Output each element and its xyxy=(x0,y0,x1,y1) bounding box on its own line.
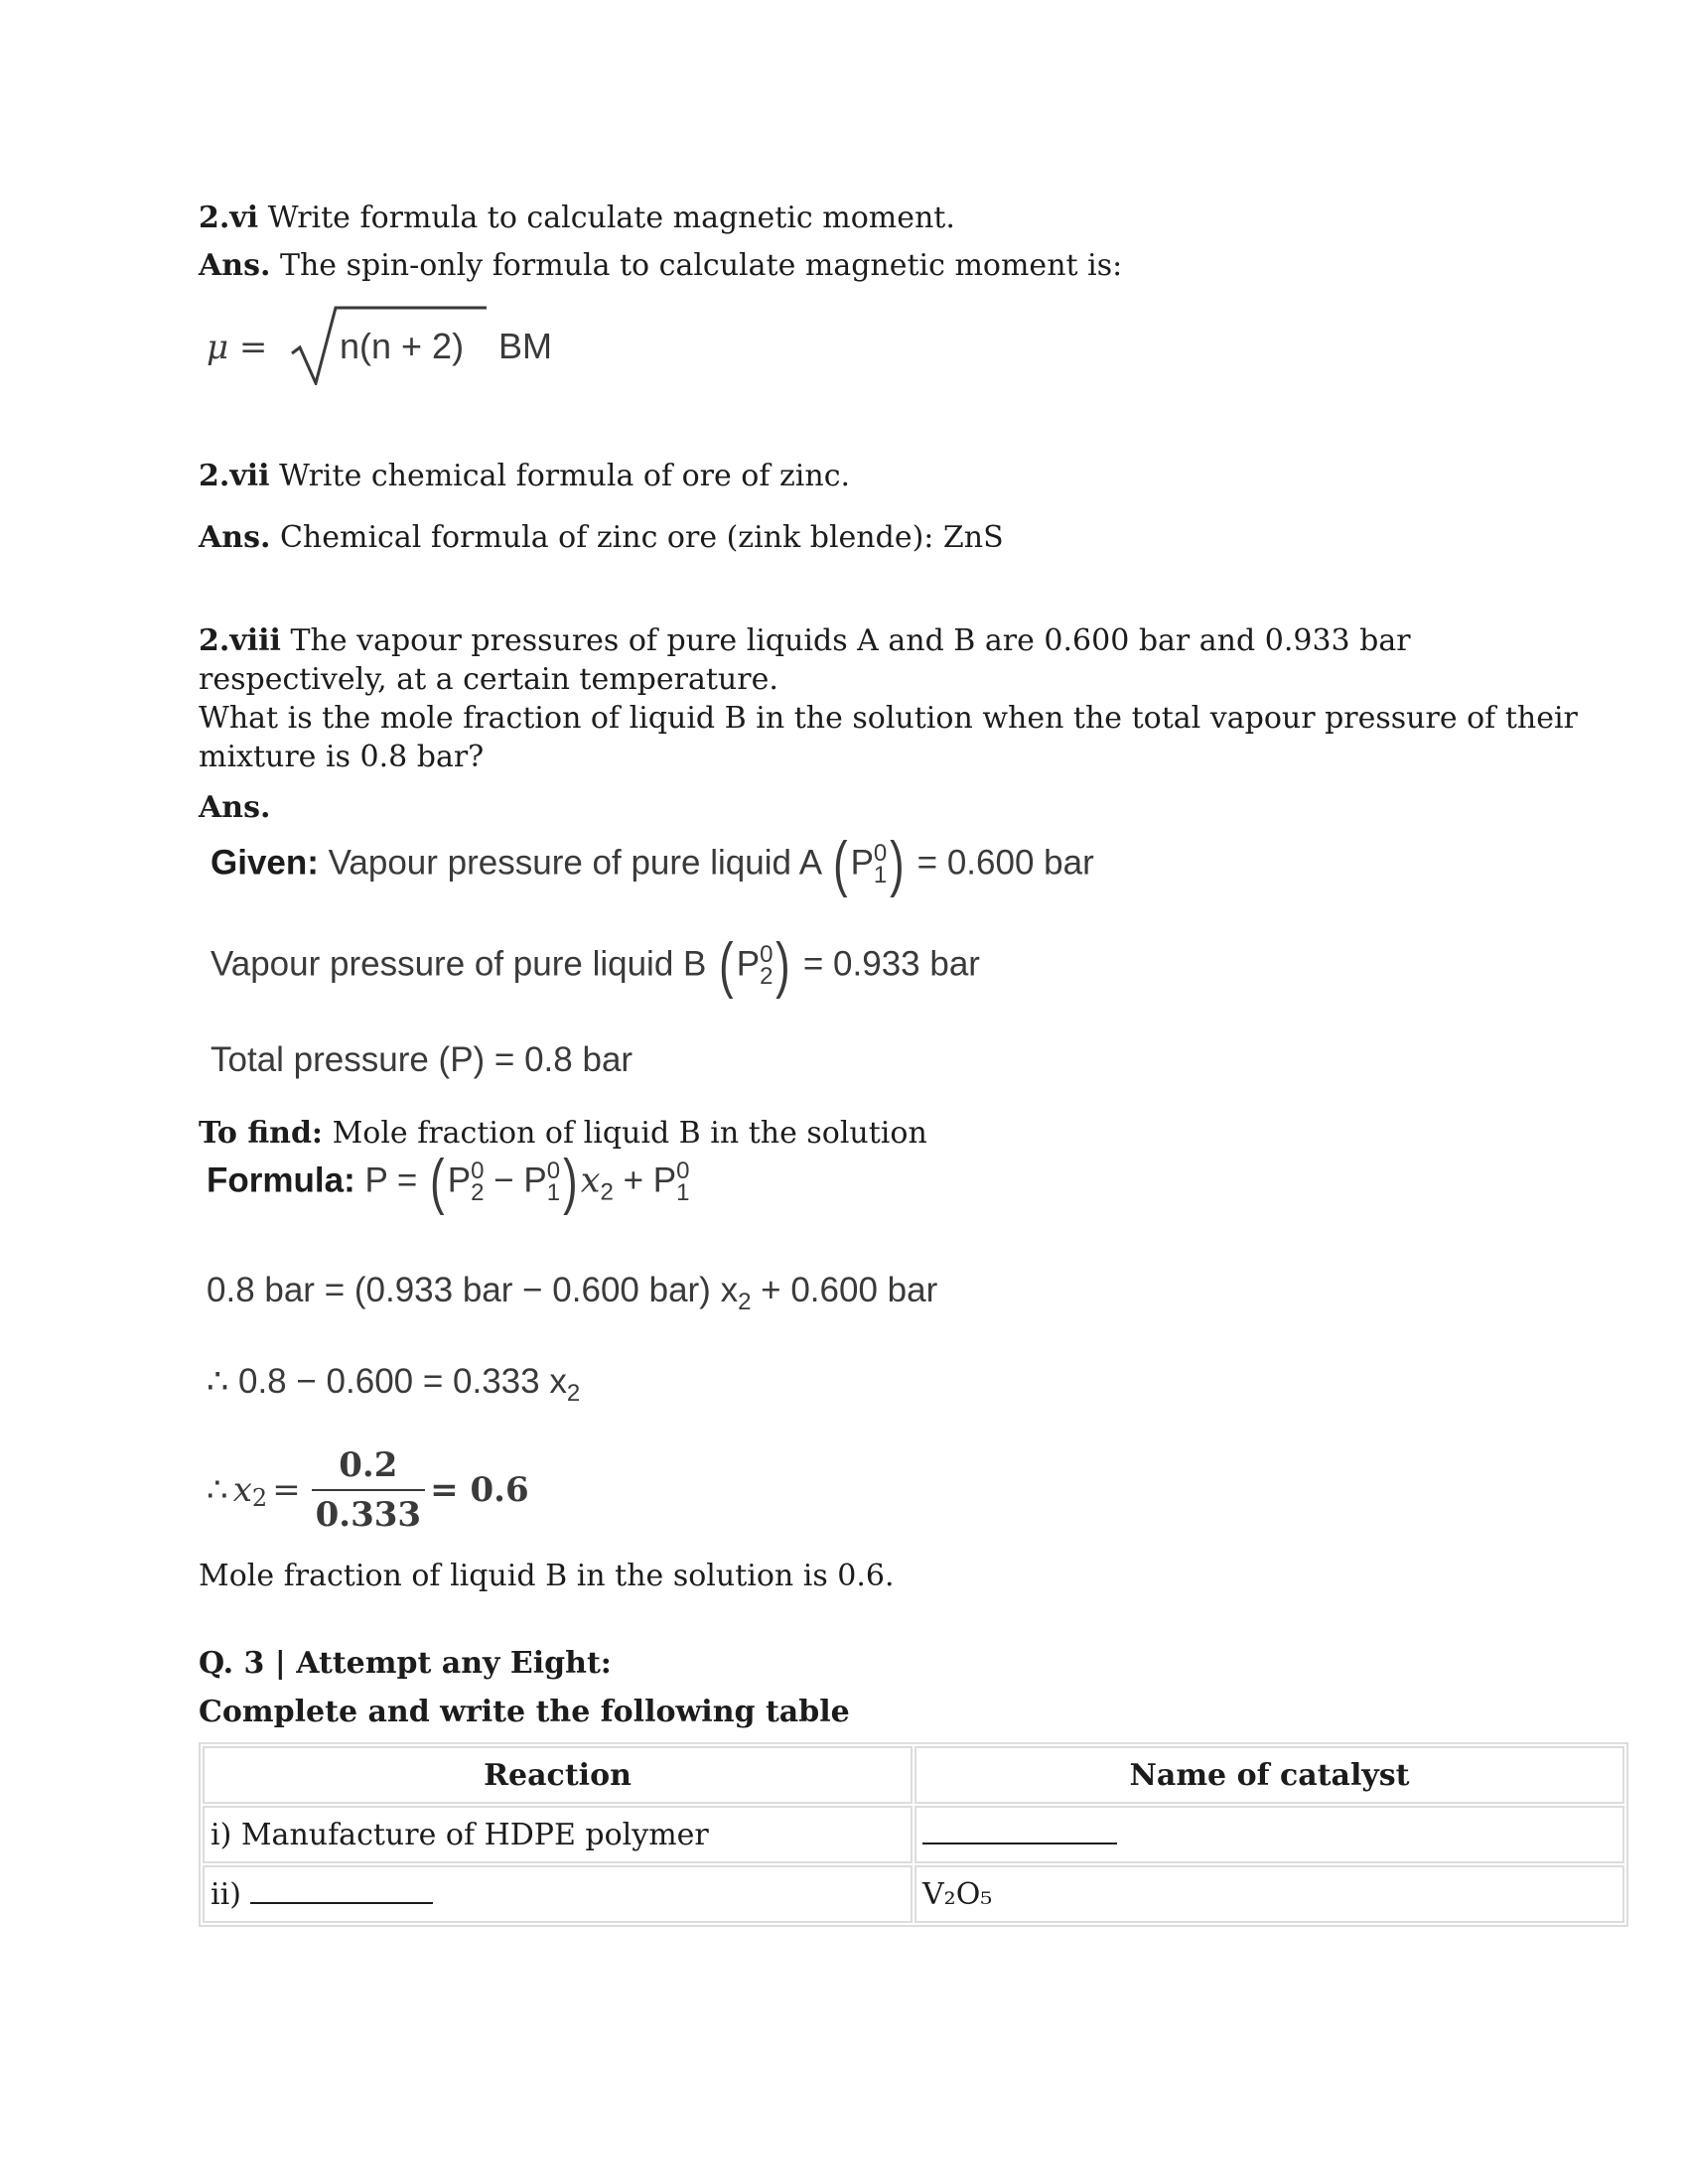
to-find-text: Mole fraction of liquid B in the solution xyxy=(332,1116,927,1151)
step-1-text: 0.8 bar = (0.933 bar − 0.600 bar) x xyxy=(207,1271,739,1309)
answer-2vii xyxy=(199,518,1004,557)
to-find-label: To find: xyxy=(199,1116,324,1151)
fraction-denominator: 0.333 xyxy=(315,1495,422,1535)
row2-reaction xyxy=(203,1865,913,1923)
question-number: 2.vii xyxy=(199,459,270,493)
formula-label: Formula: xyxy=(207,1160,355,1200)
calc-step-2: ∴ 0.8 − 0.600 = 0.333 $x_2$ xyxy=(207,1362,581,1407)
answer-text: The spin-only formula to calculate magnetic moment is: xyxy=(279,248,1123,283)
question-text: Write formula to calculate magnetic moment. xyxy=(267,201,955,235)
row2-prefix: ii) xyxy=(211,1876,241,1912)
calc-step-1: 0.8 bar = (0.933 bar − 0.600 bar) $x_2 + 0.600$ bar xyxy=(207,1271,938,1315)
answer-label: Ans. xyxy=(199,520,271,555)
answer-2vi xyxy=(199,246,1122,285)
question-line-2: respectively, at a certain temperature. xyxy=(199,662,778,697)
table-row xyxy=(203,1865,1624,1923)
given-b-value: = 0.933 bar xyxy=(802,944,980,984)
conclusion: Mole fraction of liquid B in the solution is 0.6. xyxy=(199,1559,895,1593)
section-heading: Q. 3 | Attempt any Eight: xyxy=(199,1646,612,1681)
given-a-text: Vapour pressure of pure liquid A xyxy=(328,843,821,883)
row1-reaction: i) Manufacture of HDPE polymer xyxy=(203,1806,913,1863)
formula-unit: BM xyxy=(498,326,552,366)
formula-lhs: μ = xyxy=(207,328,268,367)
question-line-4: mixture is 0.8 bar? xyxy=(199,740,485,774)
answer-text: Chemical formula of zinc ore (zink blende): ZnS xyxy=(279,520,1004,555)
row2-reaction-blank xyxy=(250,1880,433,1904)
formula-radicand: n(n + 2) xyxy=(340,326,465,366)
answer-label: Ans. xyxy=(199,790,271,825)
given-line-p: Total pressure (P) = 0.8 bar xyxy=(211,1040,633,1079)
question-line-1: The vapour pressures of pure liquids A and B are 0.600 bar and 0.933 bar xyxy=(290,623,1411,658)
question-2vi xyxy=(199,199,955,237)
formula-p: P = xyxy=(364,1160,418,1200)
question-2viii xyxy=(199,621,1628,776)
table-row xyxy=(203,1806,1624,1863)
question-number: 2.viii xyxy=(199,623,281,658)
table-header-row xyxy=(203,1746,1624,1804)
step-1-tail: + 0.600 bar xyxy=(751,1271,938,1309)
calc-step-3: ∴ x2 = $\frac{0.2}{0.333}$ = 0.6 xyxy=(207,1441,529,1539)
answer-label-2viii xyxy=(199,788,270,827)
question-2vii xyxy=(199,457,850,495)
section-subheading: Complete and write the following table xyxy=(199,1695,850,1729)
question-line-3: What is the mole fraction of liquid B in the solution when the total vapour pressure of their xyxy=(199,701,1578,736)
given-line-b: Vapour pressure of pure liquid B (P 0 2 ) = 0.933 bar xyxy=(211,931,980,1000)
given-b-text: Vapour pressure of pure liquid B xyxy=(211,944,707,984)
row2-catalyst: V₂O₅ xyxy=(914,1865,1624,1923)
given-a-value: = 0.600 bar xyxy=(916,843,1094,883)
step-2-text: ∴ 0.8 − 0.600 = 0.333 x xyxy=(207,1362,567,1401)
magnetic-moment-formula xyxy=(207,298,604,387)
question-number: 2.vi xyxy=(199,201,259,235)
step-3-therefore: ∴ xyxy=(207,1470,228,1510)
formula-line: Formula: P = (P 0 2 − P 0 1 )$x_2 + P$ 0 1 xyxy=(207,1148,690,1216)
fraction xyxy=(312,1441,425,1539)
answer-label: Ans. xyxy=(199,248,271,283)
step-3-result: = 0.6 xyxy=(430,1470,529,1510)
fraction-numerator: 0.2 xyxy=(339,1445,398,1485)
given-label: Given: xyxy=(211,843,319,883)
header-catalyst: Name of catalyst xyxy=(914,1746,1624,1804)
header-reaction: Reaction xyxy=(203,1746,913,1804)
given-line-a: Given: Vapour pressure of pure liquid A (P 0 1 ) = 0.600 bar xyxy=(211,830,1094,898)
question-text: Write chemical formula of ore of zinc. xyxy=(279,459,851,493)
catalyst-table xyxy=(199,1742,1628,1927)
row1-catalyst-blank xyxy=(914,1806,1624,1863)
